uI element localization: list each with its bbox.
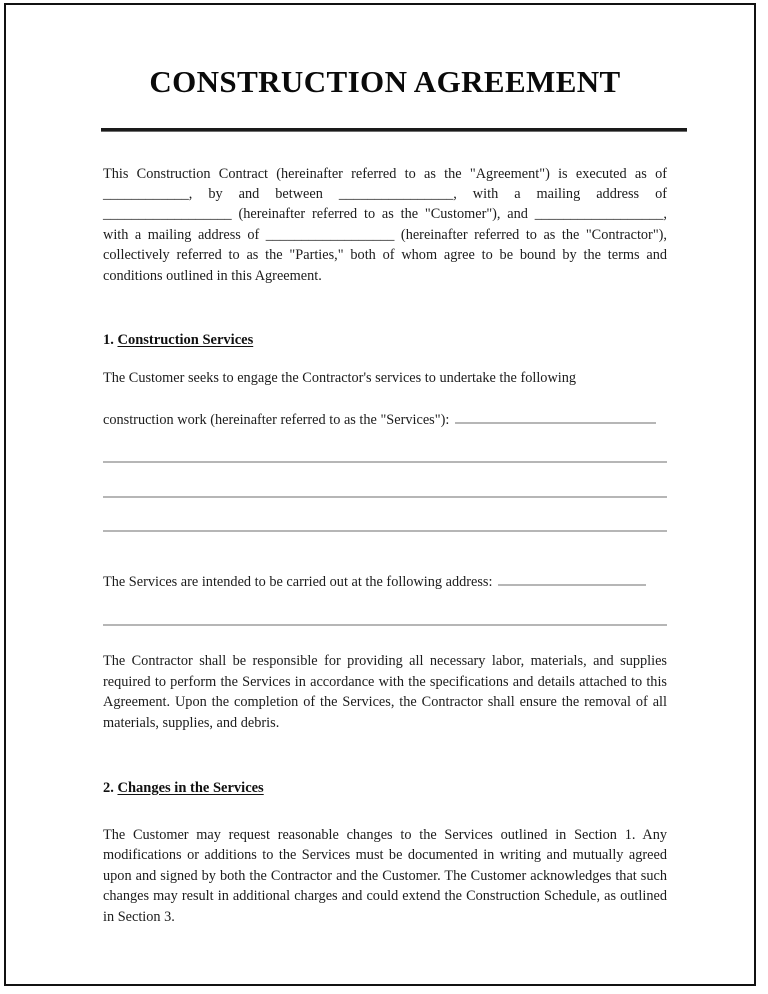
page-title: CONSTRUCTION AGREEMENT [149,64,621,99]
address-prompt-text: The Services are intended to be carried out at the following address: [103,573,493,590]
services-fill-blank[interactable] [455,411,656,424]
section-2-body: The Customer may request reasonable changes to the Services outlined in Section 1. Any modifications or additions to the Services must be documented in writing and mutually agreed upon and signed by both the Contractor and the Customer. The Customer acknowledges that such changes may result in additional charges and could extend the Construction Schedule, as outlined in Section 3. [103,826,667,925]
section-1-intro-text: construction work (hereinafter referred to as the "Services"): [103,412,450,429]
section-1-body: The Contractor shall be responsible for providing all necessary labor, materials, and supplies required to perform the Services in accordance with the specifications and details attached to this Agreement. Upon the completion of the Services, the Contractor shall ensure the removal of all materials, supplies, and debris. [103,653,667,731]
section-1-intro-line-1: The Customer seeks to engage the Contractor's services to undertake the following [103,370,577,387]
title-divider [101,128,687,131]
section-number-1: 1. [103,332,114,349]
section-heading-1 [103,330,667,350]
section-label-1: Construction Services [117,332,254,349]
section-heading-2 [103,778,667,798]
address-fill-blank[interactable] [498,573,646,586]
document-content [103,0,667,927]
section-1-intro-line-2 [103,410,667,430]
preamble-paragraph: This Construction Contract (hereinafter referred to as the "Agreement") is executed as of ____________, by and between ________________, with a mailing address of __________________ (hereinafter referred to as the "Customer"), and __________________, with a mailing address of __________________ (hereinafter referred to as the "Contractor"), collectively referred to as the "Parties," both of whom agree to be bound by the terms and conditions outlined in this Agreement. [103,165,667,284]
services-blank-line-3[interactable] [103,530,667,532]
section-number-2: 2. [103,779,114,796]
address-blank-line-1[interactable] [103,624,667,626]
section-label-2: Changes in the Services [117,779,264,796]
services-blank-line-1[interactable] [103,461,667,463]
services-blank-line-2[interactable] [103,496,667,498]
section-1-address-prompt [103,572,667,592]
